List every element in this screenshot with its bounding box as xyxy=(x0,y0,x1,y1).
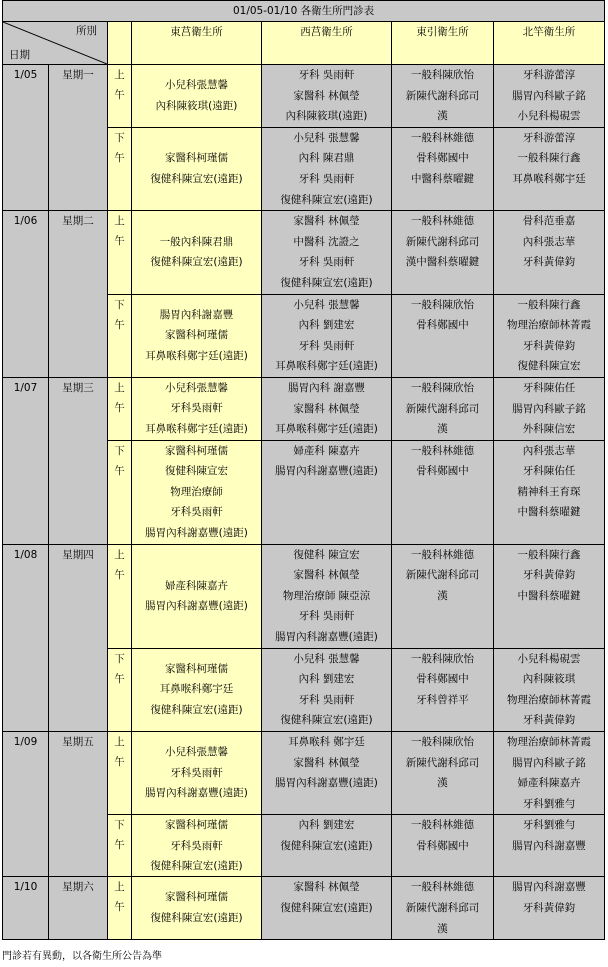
doctor-entry: 一般科陳行鑫 xyxy=(517,152,581,165)
date-cell: 1/05 xyxy=(3,65,49,211)
morning-label xyxy=(108,877,132,940)
doctor-entry: 家醫科 林佩瑩 xyxy=(293,402,360,415)
doctor-entry: 婦產科陳嘉卉 xyxy=(517,777,581,790)
doctor-entry: 小兒科 張慧馨 xyxy=(293,652,360,665)
doctor-entry: 牙科黃偉鈞 xyxy=(522,256,576,269)
half-day-char: 午 xyxy=(114,401,125,414)
doctor-entry: 復健科陳宣宏(遠距) xyxy=(280,276,373,289)
schedule-cell xyxy=(132,544,262,648)
date-cell: 1/06 xyxy=(3,211,49,378)
doctor-entry: 物理治療師 陳亞涼 xyxy=(282,589,371,602)
morning-label xyxy=(108,65,132,128)
morning-label xyxy=(108,544,132,648)
doctor-entry: 骨科鄭國中 xyxy=(416,673,469,686)
schedule-cell xyxy=(494,732,605,815)
doctor-entry: 漢中醫科蔡曜鍵 xyxy=(405,256,480,269)
schedule-cell xyxy=(262,815,392,877)
table-title: 01/05-01/10 各衛生所門診表 xyxy=(3,1,605,22)
doctor-entry: 骨科鄭國中 xyxy=(416,465,469,478)
half-day-char: 下 xyxy=(114,131,125,144)
header-station-dongju: 東莒衛生所 xyxy=(132,22,262,65)
doctor-entry: 牙科黃偉鈞 xyxy=(522,569,576,582)
doctor-entry: 中醫科蔡曜鍵 xyxy=(517,506,581,519)
doctor-entry: 家醫科柯瑾儒 xyxy=(165,152,228,165)
doctor-entry: 復健科陳宣宏(遠距) xyxy=(150,172,243,185)
doctor-entry: 牙科 吳雨軒 xyxy=(298,339,355,352)
doctor-entry: 家醫科柯瑾儒 xyxy=(165,329,228,342)
weekday-cell: 星期四 xyxy=(49,544,108,731)
doctor-entry: 牙科黃偉鈞 xyxy=(522,339,576,352)
doctor-entry: 一般科陳欣怡 xyxy=(411,652,474,665)
schedule-cell xyxy=(392,544,494,648)
doctor-entry: 耳鼻喉科鄭宇廷(遠距) xyxy=(275,360,378,373)
half-day-char: 午 xyxy=(114,235,125,248)
schedule-cell xyxy=(262,65,392,128)
doctor-entry: 新陳代謝科邱司 xyxy=(405,235,480,248)
half-day-char: 午 xyxy=(114,464,125,477)
header-station-dongyin: 東引衛生所 xyxy=(392,22,494,65)
schedule-cell xyxy=(392,815,494,877)
schedule-cell xyxy=(392,294,494,377)
doctor-entry: 一般科陳欣怡 xyxy=(411,298,474,311)
doctor-entry: 腸胃內科謝嘉豐(遠距) xyxy=(145,527,248,540)
doctor-entry: 內科張志華 xyxy=(522,444,576,457)
doctor-entry: 家醫科柯瑾儒 xyxy=(165,891,228,904)
doctor-entry: 骨科鄭國中 xyxy=(416,319,469,332)
corner-date-label: 日期 xyxy=(9,49,30,61)
doctor-entry: 小兒科張慧馨 xyxy=(165,78,228,91)
schedule-cell xyxy=(132,127,262,210)
schedule-cell xyxy=(262,377,392,440)
half-day-char: 午 xyxy=(114,89,125,101)
schedule-cell xyxy=(132,732,262,815)
schedule-cell xyxy=(262,544,392,648)
doctor-entry: 新陳代謝科邱司 xyxy=(405,569,480,582)
schedule-cell xyxy=(132,65,262,128)
schedule-cell xyxy=(132,648,262,731)
doctor-entry: 復健科陳宣宏(遠距) xyxy=(150,256,243,269)
doctor-entry: 內科 劉建宏 xyxy=(298,319,355,332)
schedule-cell xyxy=(262,877,392,940)
doctor-entry: 牙科黃偉鈞 xyxy=(522,714,576,727)
doctor-entry: 內科張志華 xyxy=(522,235,576,248)
half-day-char: 上 xyxy=(114,69,125,81)
morning-label xyxy=(108,211,132,294)
schedule-cell xyxy=(392,732,494,815)
doctor-entry: 腸胃內科歐子銘 xyxy=(512,402,586,415)
doctor-entry: 耳鼻喉科鄭宇廷(遠距) xyxy=(145,349,248,362)
doctor-entry: 內科陳筱琪(遠距) xyxy=(155,99,238,112)
doctor-entry: 腸胃內科謝嘉豐(遠距) xyxy=(145,787,248,800)
doctor-entry: 家醫科 林佩瑩 xyxy=(293,89,360,102)
doctor-entry: 腸胃內科謝嘉豐(遠距) xyxy=(275,465,378,478)
doctor-entry: 一般科林維德 xyxy=(411,215,474,228)
doctor-entry: 中醫科蔡曜鍵 xyxy=(517,589,581,602)
schedule-cell xyxy=(494,544,605,648)
doctor-entry: 牙科吳雨軒 xyxy=(170,766,223,779)
doctor-entry: 牙科游蕾淳 xyxy=(522,131,576,144)
half-day-char: 上 xyxy=(114,548,125,561)
schedule-cell xyxy=(262,211,392,294)
doctor-entry: 家醫科柯瑾儒 xyxy=(165,819,228,832)
doctor-entry: 牙科吳雨軒 xyxy=(170,839,223,852)
schedule-cell xyxy=(494,294,605,377)
schedule-cell xyxy=(262,294,392,377)
schedule-cell xyxy=(392,877,494,940)
doctor-entry: 一般科林維德 xyxy=(411,131,474,144)
doctor-entry: 腸胃內科謝嘉豐 xyxy=(512,881,586,894)
schedule-cell xyxy=(494,127,605,210)
doctor-entry: 漢 xyxy=(437,110,448,123)
doctor-entry: 耳鼻喉科鄭宇廷 xyxy=(512,172,586,185)
doctor-entry: 腸胃內科謝嘉豐(遠距) xyxy=(275,631,378,644)
half-day-char: 上 xyxy=(114,736,125,749)
half-day-char: 午 xyxy=(114,568,125,581)
doctor-entry: 牙科吳雨軒 xyxy=(170,506,223,519)
doctor-entry: 牙科劉雅勻 xyxy=(522,797,576,810)
doctor-entry: 復健科陳宣宏(遠距) xyxy=(280,714,373,727)
half-day-char: 上 xyxy=(114,215,125,228)
schedule-cell xyxy=(262,127,392,210)
doctor-entry: 一般科陳行鑫 xyxy=(517,548,581,561)
doctor-entry: 復健科 陳宣宏 xyxy=(293,548,360,561)
doctor-entry: 牙科陳佑任 xyxy=(522,381,576,394)
weekday-cell: 星期六 xyxy=(49,877,108,940)
half-day-char: 午 xyxy=(114,151,125,164)
doctor-entry: 物理治療師林菁霞 xyxy=(507,319,592,332)
doctor-entry: 復健科陳宣宏(遠距) xyxy=(280,193,373,206)
doctor-entry: 家醫科柯瑾儒 xyxy=(165,662,228,675)
doctor-entry: 骨科鄭國中 xyxy=(416,840,469,853)
half-day-char: 午 xyxy=(114,672,125,685)
doctor-entry: 內科 劉建宏 xyxy=(298,819,355,832)
doctor-entry: 復健科陳宣宏(遠距) xyxy=(280,902,373,915)
doctor-entry: 中醫科蔡曜鍵 xyxy=(411,172,474,185)
weekday-cell: 星期五 xyxy=(49,732,108,877)
half-day-char: 下 xyxy=(114,298,125,311)
corner-station-label: 所別 xyxy=(76,25,97,37)
doctor-entry: 新陳代謝科邱司 xyxy=(405,756,480,769)
doctor-entry: 家醫科 林佩瑩 xyxy=(293,215,360,228)
weekday-cell: 星期二 xyxy=(49,211,108,378)
doctor-entry: 牙科吳雨軒 xyxy=(170,402,223,415)
doctor-entry: 家醫科 林佩瑩 xyxy=(293,756,360,769)
doctor-entry: 耳鼻喉科 鄭宇廷 xyxy=(288,736,365,749)
doctor-entry: 復健科陳宣宏 xyxy=(165,465,228,478)
schedule-cell xyxy=(392,440,494,544)
doctor-entry: 小兒科 張慧馨 xyxy=(293,131,360,144)
doctor-entry: 骨科鄭國中 xyxy=(416,152,469,165)
half-day-char: 午 xyxy=(114,901,125,914)
afternoon-label xyxy=(108,815,132,877)
doctor-entry: 小兒科張慧馨 xyxy=(165,381,228,394)
schedule-cell xyxy=(262,732,392,815)
doctor-entry: 一般科陳行鑫 xyxy=(517,298,581,311)
doctor-entry: 牙科陳佑任 xyxy=(522,465,576,478)
doctor-entry: 內科陳筱琪 xyxy=(522,673,576,686)
date-cell: 1/10 xyxy=(3,877,49,940)
doctor-entry: 牙科 吳雨軒 xyxy=(298,610,355,623)
schedule-cell xyxy=(494,440,605,544)
doctor-entry: 牙科游蕾淳 xyxy=(522,69,576,81)
header-blank xyxy=(108,22,132,65)
doctor-entry: 復健科陳宣宏(遠距) xyxy=(150,703,243,716)
doctor-entry: 牙科劉雅勻 xyxy=(522,819,576,832)
doctor-entry: 牙科 吳雨軒 xyxy=(298,172,355,185)
footnote: 門診若有異動，以各衛生所公告為準 xyxy=(2,951,162,962)
morning-label xyxy=(108,732,132,815)
schedule-cell xyxy=(392,65,494,128)
half-day-char: 午 xyxy=(114,318,125,331)
doctor-entry: 內科 劉建宏 xyxy=(298,673,355,686)
doctor-entry: 家醫科 林佩瑩 xyxy=(293,569,360,582)
doctor-entry: 婦產科陳嘉卉 xyxy=(165,579,228,592)
doctor-entry: 婦產科 陳嘉卉 xyxy=(293,444,360,457)
half-day-char: 上 xyxy=(114,881,125,894)
schedule-cell xyxy=(494,377,605,440)
doctor-entry: 新陳代謝科邱司 xyxy=(405,89,480,102)
doctor-entry: 漢 xyxy=(437,423,448,436)
doctor-entry: 新陳代謝科邱司 xyxy=(405,902,480,915)
schedule-cell xyxy=(494,65,605,128)
doctor-entry: 一般科林維德 xyxy=(411,548,474,561)
schedule-cell xyxy=(494,211,605,294)
doctor-entry: 一般科林維德 xyxy=(411,881,474,894)
afternoon-label xyxy=(108,440,132,544)
schedule-cell xyxy=(392,211,494,294)
doctor-entry: 家醫科柯瑾儒 xyxy=(165,444,228,457)
date-cell: 1/07 xyxy=(3,377,49,544)
doctor-entry: 漢 xyxy=(437,777,448,790)
doctor-entry: 牙科 吳雨軒 xyxy=(298,69,355,81)
schedule-cell xyxy=(132,211,262,294)
doctor-entry: 牙科曾祥平 xyxy=(416,693,469,706)
doctor-entry: 牙科黃偉鈞 xyxy=(522,902,576,915)
doctor-entry: 小兒科張慧馨 xyxy=(165,746,228,759)
doctor-entry: 牙科 吳雨軒 xyxy=(298,256,355,269)
afternoon-label xyxy=(108,127,132,210)
schedule-cell xyxy=(494,648,605,731)
header-station-beigan: 北竿衛生所 xyxy=(494,22,605,65)
doctor-entry: 漢 xyxy=(437,589,448,602)
doctor-entry: 一般內科陳君鼎 xyxy=(159,235,234,248)
schedule-cell xyxy=(392,127,494,210)
weekday-cell: 星期三 xyxy=(49,377,108,544)
doctor-entry: 一般科林維德 xyxy=(411,444,474,457)
schedule-cell xyxy=(262,648,392,731)
doctor-entry: 物理治療師林菁霞 xyxy=(507,693,592,706)
doctor-entry: 復健科陳宣宏(遠距) xyxy=(150,860,243,873)
doctor-entry: 腸胃內科歐子銘 xyxy=(512,756,586,769)
half-day-char: 下 xyxy=(114,444,125,457)
half-day-char: 午 xyxy=(114,756,125,769)
schedule-cell xyxy=(132,877,262,940)
schedule-cell xyxy=(392,648,494,731)
doctor-entry: 腸胃內科謝嘉豐 xyxy=(512,840,586,853)
morning-label xyxy=(108,377,132,440)
doctor-entry: 復健科陳宣宏(遠距) xyxy=(150,911,243,924)
doctor-entry: 耳鼻喉科鄭宇廷(遠距) xyxy=(275,423,378,436)
schedule-cell xyxy=(132,815,262,877)
doctor-entry: 腸胃內科謝嘉豐(遠距) xyxy=(145,600,248,613)
header-corner xyxy=(3,22,108,65)
doctor-entry: 家醫科 林佩瑩 xyxy=(293,881,360,894)
doctor-entry: 復健科陳宣宏 xyxy=(517,360,581,373)
schedule-cell xyxy=(132,440,262,544)
doctor-entry: 中醫科 沈證之 xyxy=(293,235,360,248)
doctor-entry: 耳鼻喉科鄭宇廷(遠距) xyxy=(145,422,248,435)
doctor-entry: 物理治療師林菁霞 xyxy=(507,736,592,749)
doctor-entry: 一般科林維德 xyxy=(411,819,474,832)
doctor-entry: 新陳代謝科邱司 xyxy=(405,402,480,415)
half-day-char: 上 xyxy=(114,381,125,394)
half-day-char: 下 xyxy=(114,819,125,832)
schedule-cell xyxy=(132,294,262,377)
date-cell: 1/08 xyxy=(3,544,49,731)
doctor-entry: 小兒科楊硯雲 xyxy=(517,652,581,665)
doctor-entry: 一般科陳欣怡 xyxy=(411,69,474,81)
schedule-cell xyxy=(392,377,494,440)
doctor-entry: 腸胃內科歐子銘 xyxy=(512,89,586,102)
doctor-entry: 復健科陳宣宏(遠距) xyxy=(280,840,373,853)
afternoon-label xyxy=(108,648,132,731)
weekday-cell: 星期一 xyxy=(49,65,108,211)
doctor-entry: 內科 陳君鼎 xyxy=(298,152,355,165)
half-day-char: 午 xyxy=(114,839,125,852)
schedule-cell xyxy=(494,815,605,877)
doctor-entry: 小兒科 張慧馨 xyxy=(293,298,360,311)
doctor-entry: 骨科范垂嘉 xyxy=(522,215,576,228)
doctor-entry: 外科陳信宏 xyxy=(522,423,576,436)
doctor-entry: 物理治療師 xyxy=(170,485,223,498)
clinic-schedule-table xyxy=(2,0,605,940)
doctor-entry: 漢 xyxy=(437,922,448,935)
doctor-entry: 腸胃內科 謝嘉豐 xyxy=(288,381,365,394)
doctor-entry: 精神科王育琛 xyxy=(517,485,581,498)
doctor-entry: 耳鼻喉科鄭宇廷 xyxy=(159,683,234,696)
schedule-cell xyxy=(494,877,605,940)
schedule-cell xyxy=(132,377,262,440)
afternoon-label xyxy=(108,294,132,377)
doctor-entry: 一般科陳欣怡 xyxy=(411,381,474,394)
doctor-entry: 腸胃內科謝嘉豐 xyxy=(159,308,234,321)
doctor-entry: 牙科 吳雨軒 xyxy=(298,693,355,706)
schedule-cell xyxy=(262,440,392,544)
doctor-entry: 一般科陳欣怡 xyxy=(411,736,474,749)
half-day-char: 下 xyxy=(114,652,125,665)
header-station-xiju: 西莒衛生所 xyxy=(262,22,392,65)
doctor-entry: 內科陳筱琪(遠距) xyxy=(285,110,368,123)
doctor-entry: 小兒科楊硯雲 xyxy=(517,110,581,123)
doctor-entry: 腸胃內科謝嘉豐(遠距) xyxy=(275,777,378,790)
date-cell: 1/09 xyxy=(3,732,49,877)
